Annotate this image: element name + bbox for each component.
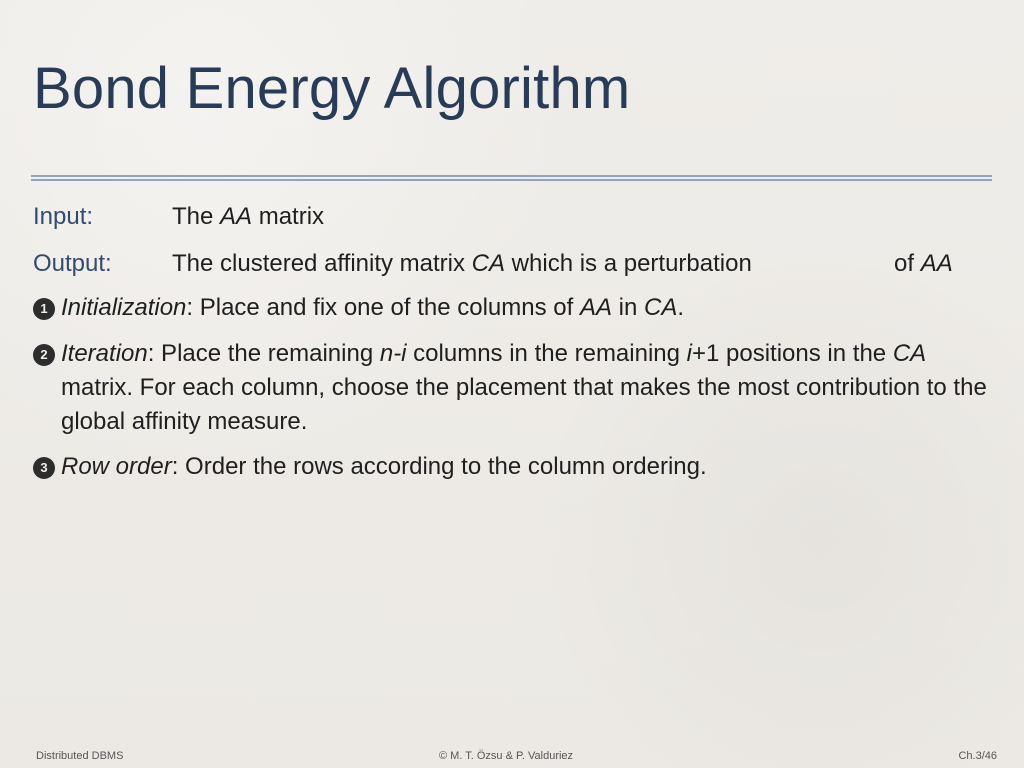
step-2-text — [61, 337, 991, 439]
output-of-text: of — [894, 250, 921, 277]
output-label: Output: — [33, 250, 112, 277]
input-italic-aa: AA — [220, 203, 253, 230]
step-2-text-4: matrix. For each column, choose the placement that makes the most contribution to the global affinity measure. — [61, 374, 987, 435]
step-2-text-3: +1 positions in the — [692, 340, 893, 367]
step-1-text-3: . — [677, 294, 685, 321]
input-prefix: The — [172, 203, 221, 230]
slide-title: Bond Energy Algorithm — [33, 56, 631, 121]
footer-right-text: Ch.3/46 — [958, 750, 997, 762]
step-1-italic-aa: AA — [579, 294, 612, 321]
step-3-number-icon: 3 — [33, 457, 55, 479]
step-2-text-1: : Place the remaining — [147, 340, 380, 367]
output-italic-ca: CA — [471, 250, 506, 277]
step-1-italic-ca: CA — [644, 294, 678, 321]
step-1-title: Initialization — [61, 294, 187, 321]
step-2-number-icon: 2 — [33, 344, 55, 366]
output-middle: which is a perturbation — [505, 250, 752, 277]
step-3-text-1: : Order the rows according to the column ordering. — [171, 453, 707, 480]
step-2-italic-ca: CA — [892, 340, 927, 367]
output-value — [172, 250, 752, 278]
step-1-number-icon: 1 — [33, 298, 55, 320]
input-suffix: matrix — [252, 203, 325, 230]
footer-left-text: Distributed DBMS — [36, 750, 124, 762]
step-1-text-1: : Place and fix one of the columns of — [186, 294, 580, 321]
step-1-text-2: in — [611, 294, 644, 321]
output-italic-aa-end: AA — [920, 250, 953, 277]
input-value — [172, 203, 324, 231]
step-1-text — [61, 291, 684, 325]
step-3-text — [61, 450, 707, 484]
step-2-italic-i: i — [686, 340, 692, 367]
step-2-text-2: columns in the remaining — [406, 340, 687, 367]
footer-center-text: © M. T. Özsu & P. Valduriez — [439, 750, 574, 762]
output-prefix: The clustered affinity matrix — [172, 250, 472, 277]
title-divider-top — [31, 175, 992, 177]
output-of-aa — [894, 250, 953, 278]
step-2-italic-n-i: n-i — [379, 340, 407, 367]
step-2-title: Iteration — [61, 340, 148, 367]
input-label: Input: — [33, 203, 94, 230]
step-3-title: Row order — [61, 453, 172, 480]
title-divider-bottom — [31, 179, 992, 181]
